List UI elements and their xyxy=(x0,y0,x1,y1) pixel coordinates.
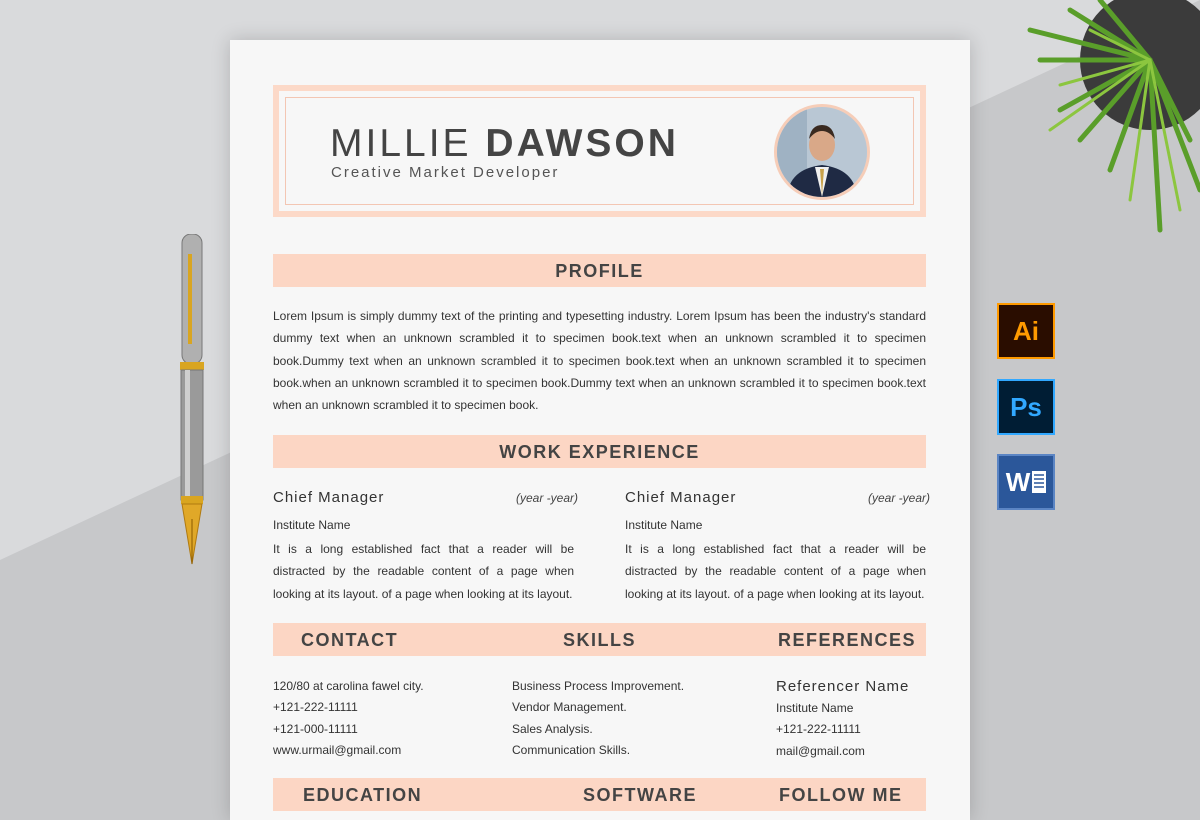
education-software-follow-bar xyxy=(273,778,926,811)
contact-heading: CONTACT xyxy=(301,630,399,650)
job-2-institute: Institute Name xyxy=(625,518,703,532)
referencer-name: Referencer Name xyxy=(776,678,910,695)
job-2-title: Chief Manager xyxy=(625,489,737,506)
candidate-name xyxy=(330,122,679,166)
avatar-portrait xyxy=(777,107,867,197)
job-1-years: (year -year) xyxy=(516,491,579,505)
avatar xyxy=(774,104,870,200)
last-name: DAWSON xyxy=(485,122,679,165)
contact-address: 120/80 at carolina fawel city. xyxy=(273,679,424,693)
contact-phone-2: +121-000-11111 xyxy=(273,722,358,736)
contact-phone-1: +121-222-11111 xyxy=(273,700,358,714)
resume-paper xyxy=(230,40,970,820)
contact-skills-references-bar xyxy=(273,623,926,656)
reference-phone: +121-222-11111 xyxy=(776,722,861,736)
word-icon xyxy=(997,454,1055,510)
skills-heading: SKILLS xyxy=(563,630,637,650)
contact-email: www.urmail@gmail.com xyxy=(273,743,402,757)
skill-item: Sales Analysis. xyxy=(512,722,593,736)
profile-heading: PROFILE xyxy=(555,261,644,281)
profile-text: Lorem Ipsum is simply dummy text of the printing and typesetting industry. Lorem Ipsum has been the industry's standard dummy text when an unknown scrambled it to specimen book.text when an unknown scrambled it to specimen book.Dummy text when an unknown scrambled it to specimen book.text when an unknown scrambled it to specimen book.when an unknown scrambled it to specimen book.Dummy text when an unknown scrambled it to specimen book.text when an unknown scrambled it to specimen book. xyxy=(273,309,926,413)
job-1-institute: Institute Name xyxy=(273,518,351,532)
job-1-description: It is a long established fact that a reader will be distracted by the readable content of a page when looking at its layout. of a page when looking at its layout. xyxy=(273,542,574,601)
follow-heading: FOLLOW ME xyxy=(779,785,903,805)
work-heading: WORK EXPERIENCE xyxy=(499,442,700,462)
pen-decoration xyxy=(176,234,208,574)
first-name: MILLIE xyxy=(330,122,472,165)
word-icon-letter: W xyxy=(1005,466,1031,497)
job-2-years: (year -year) xyxy=(868,491,931,505)
illustrator-icon: Ai xyxy=(997,303,1055,359)
profile-section-bar xyxy=(273,254,926,287)
word-lines-icon xyxy=(1032,471,1046,493)
work-section-bar xyxy=(273,435,926,468)
job-2-description: It is a long established fact that a reader will be distracted by the readable content of a page when looking at its layout. of a page when looking at its layout. xyxy=(625,542,926,601)
candidate-role: Creative Market Developer xyxy=(331,164,560,181)
job-1-title: Chief Manager xyxy=(273,489,385,506)
software-heading: SOFTWARE xyxy=(583,785,697,805)
reference-email: mail@gmail.com xyxy=(776,744,865,758)
photoshop-icon: Ps xyxy=(997,379,1055,435)
plant-decoration xyxy=(1000,0,1200,240)
skill-item: Communication Skills. xyxy=(512,743,631,757)
skill-item: Business Process Improvement. xyxy=(512,679,685,693)
education-heading: EDUCATION xyxy=(303,785,423,805)
reference-institute: Institute Name xyxy=(776,701,854,715)
references-heading: REFERENCES xyxy=(778,630,917,650)
skill-item: Vendor Management. xyxy=(512,700,627,714)
